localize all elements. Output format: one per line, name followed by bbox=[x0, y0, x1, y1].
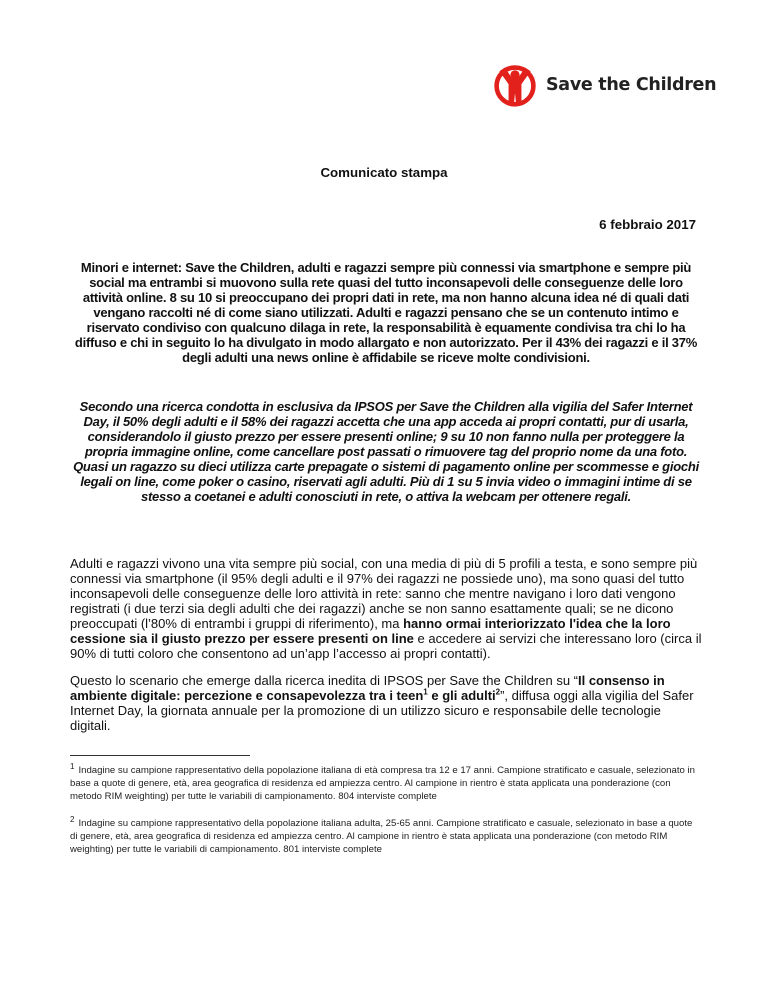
footnote-2 bbox=[70, 814, 702, 856]
text: e accedere ai servizi che interessano loro (circa il 90% di tutti coloro che consentono ad un’app l’accesso ai propri contatti). bbox=[70, 631, 702, 661]
summary-italic: Secondo una ricerca condotta in esclusiva da IPSOS per Save the Children alla vigilia del Safer Internet Day, il 50% degli adulti e il 58% dei ragazzi accetta che una app acceda ai propri contatti, pur di usarla, considerandolo il giusto prezzo per essere presenti online; 9 su 10 non fanno nulla per proteggere la propria immagine online, come cancellare post passati o rimuovere tag del proprio nome da una foto. Quasi un ragazzo su dieci utilizza carte prepagate o sistemi di pagamento online per scommesse e giochi legali on line, come poker o casino, riservati agli adulti. Più di 1 su 5 invia video o immagini intime di se stesso a coetanei e adulti conosciuti in rete, o attiva la webcam per ottenere regali. bbox=[73, 399, 699, 504]
text: Adulti e ragazzi vivono una vita sempre più social, con una media di più di 5 profili a testa, e sono sempre più connessi via smartphone (il 95% degli adulti e il 97% dei ragazzi ne possiede uno), ma sono quasi del tutto inconsapevoli delle conseguenze delle loro attività in rete: sanno che mentre navigano i loro dati vengono registrati (i due terzi sia degli adulti che dei ragazzi) anche se non sanno esattamente quali; se ne dicono preoccupati (l’80% di entrambi i gruppi di riferimento), ma bbox=[70, 556, 698, 631]
study-title: Il consenso in ambiente digitale: percezione e consapevolezza tra i teen bbox=[70, 673, 665, 703]
save-the-children-logo bbox=[492, 62, 716, 108]
footnote-number: 2 bbox=[70, 814, 75, 824]
footnote-text: Indagine su campione rappresentativo della popolazione italiana di età compresa tra 12 e 17 anni. Campione stratificato e casuale, selezionato in base a quote di genere, età, area geografica di residenza ed ampiezza centro. Al campione in rientro è stata applicata una ponderazione (con metodo RIM weighting) per tutte le variabili di campionamento. 804 interviste complete bbox=[70, 765, 695, 802]
text: ”, diffusa oggi alla vigilia del Safer Internet Day, la giornata annuale per la promozione di un utilizzo sicuro e responsabile delle tecnologie digitali. bbox=[70, 688, 694, 733]
footnote-separator bbox=[70, 755, 250, 756]
bold-text: hanno ormai interiorizzato l'idea che la loro cessione sia il giusto prezzo per essere presenti on line bbox=[70, 616, 671, 646]
headline: Minori e internet: Save the Children, adulti e ragazzi sempre più connessi via smartphone e sempre più social ma entrambi si muovono sulla rete quasi del tutto inconsapevoli delle conseguenze delle loro attività online. 8 su 10 si preoccupano dei propri dati in rete, ma non hanno alcuna idea né di quali dati vengano raccolti né di come siano utilizzati. Adulti e ragazzi pensano che se un contenuto intimo e riservato condiviso con qualcuno dilaga in rete, la responsabilità è equamente condivisa tra chi lo ha diffuso e chi in seguito lo ha divulgato in modo allargato e non autorizzato. Per il 43% dei ragazzi e il 37% degli adulti una news online è affidabile se riceve molte condivisioni. bbox=[74, 260, 698, 365]
brand-name: Save the Children bbox=[546, 75, 717, 95]
document-title: Comunicato stampa bbox=[320, 165, 448, 180]
press-release-date: 6 febbraio 2017 bbox=[599, 217, 696, 232]
body-paragraph-1 bbox=[70, 556, 702, 661]
text: Questo lo scenario che emerge dalla ricerca inedita di IPSOS per Save the Children su “ bbox=[70, 673, 578, 688]
body-paragraph-2 bbox=[70, 673, 702, 733]
study-title-cont: e gli adulti bbox=[427, 688, 496, 703]
footnote-number: 1 bbox=[70, 761, 75, 771]
footnote-1 bbox=[70, 761, 702, 803]
footnote-text: Indagine su campione rappresentativo della popolazione italiana adulta, 25-65 anni. Campione stratificato e casuale, selezionato in base a quote di genere, età, area geografica di residenza ed ampiezza centro. Al campione in rientro è stata applicata una ponderazione (con metodo RIM weighting) per tutte le variabili di campionamento. 801 interviste complete bbox=[70, 818, 693, 855]
footnote-ref-2[interactable]: 2 bbox=[495, 687, 501, 697]
document-body bbox=[70, 260, 702, 870]
footnote-ref-1[interactable]: 1 bbox=[423, 687, 428, 697]
child-emblem-icon bbox=[492, 62, 538, 108]
